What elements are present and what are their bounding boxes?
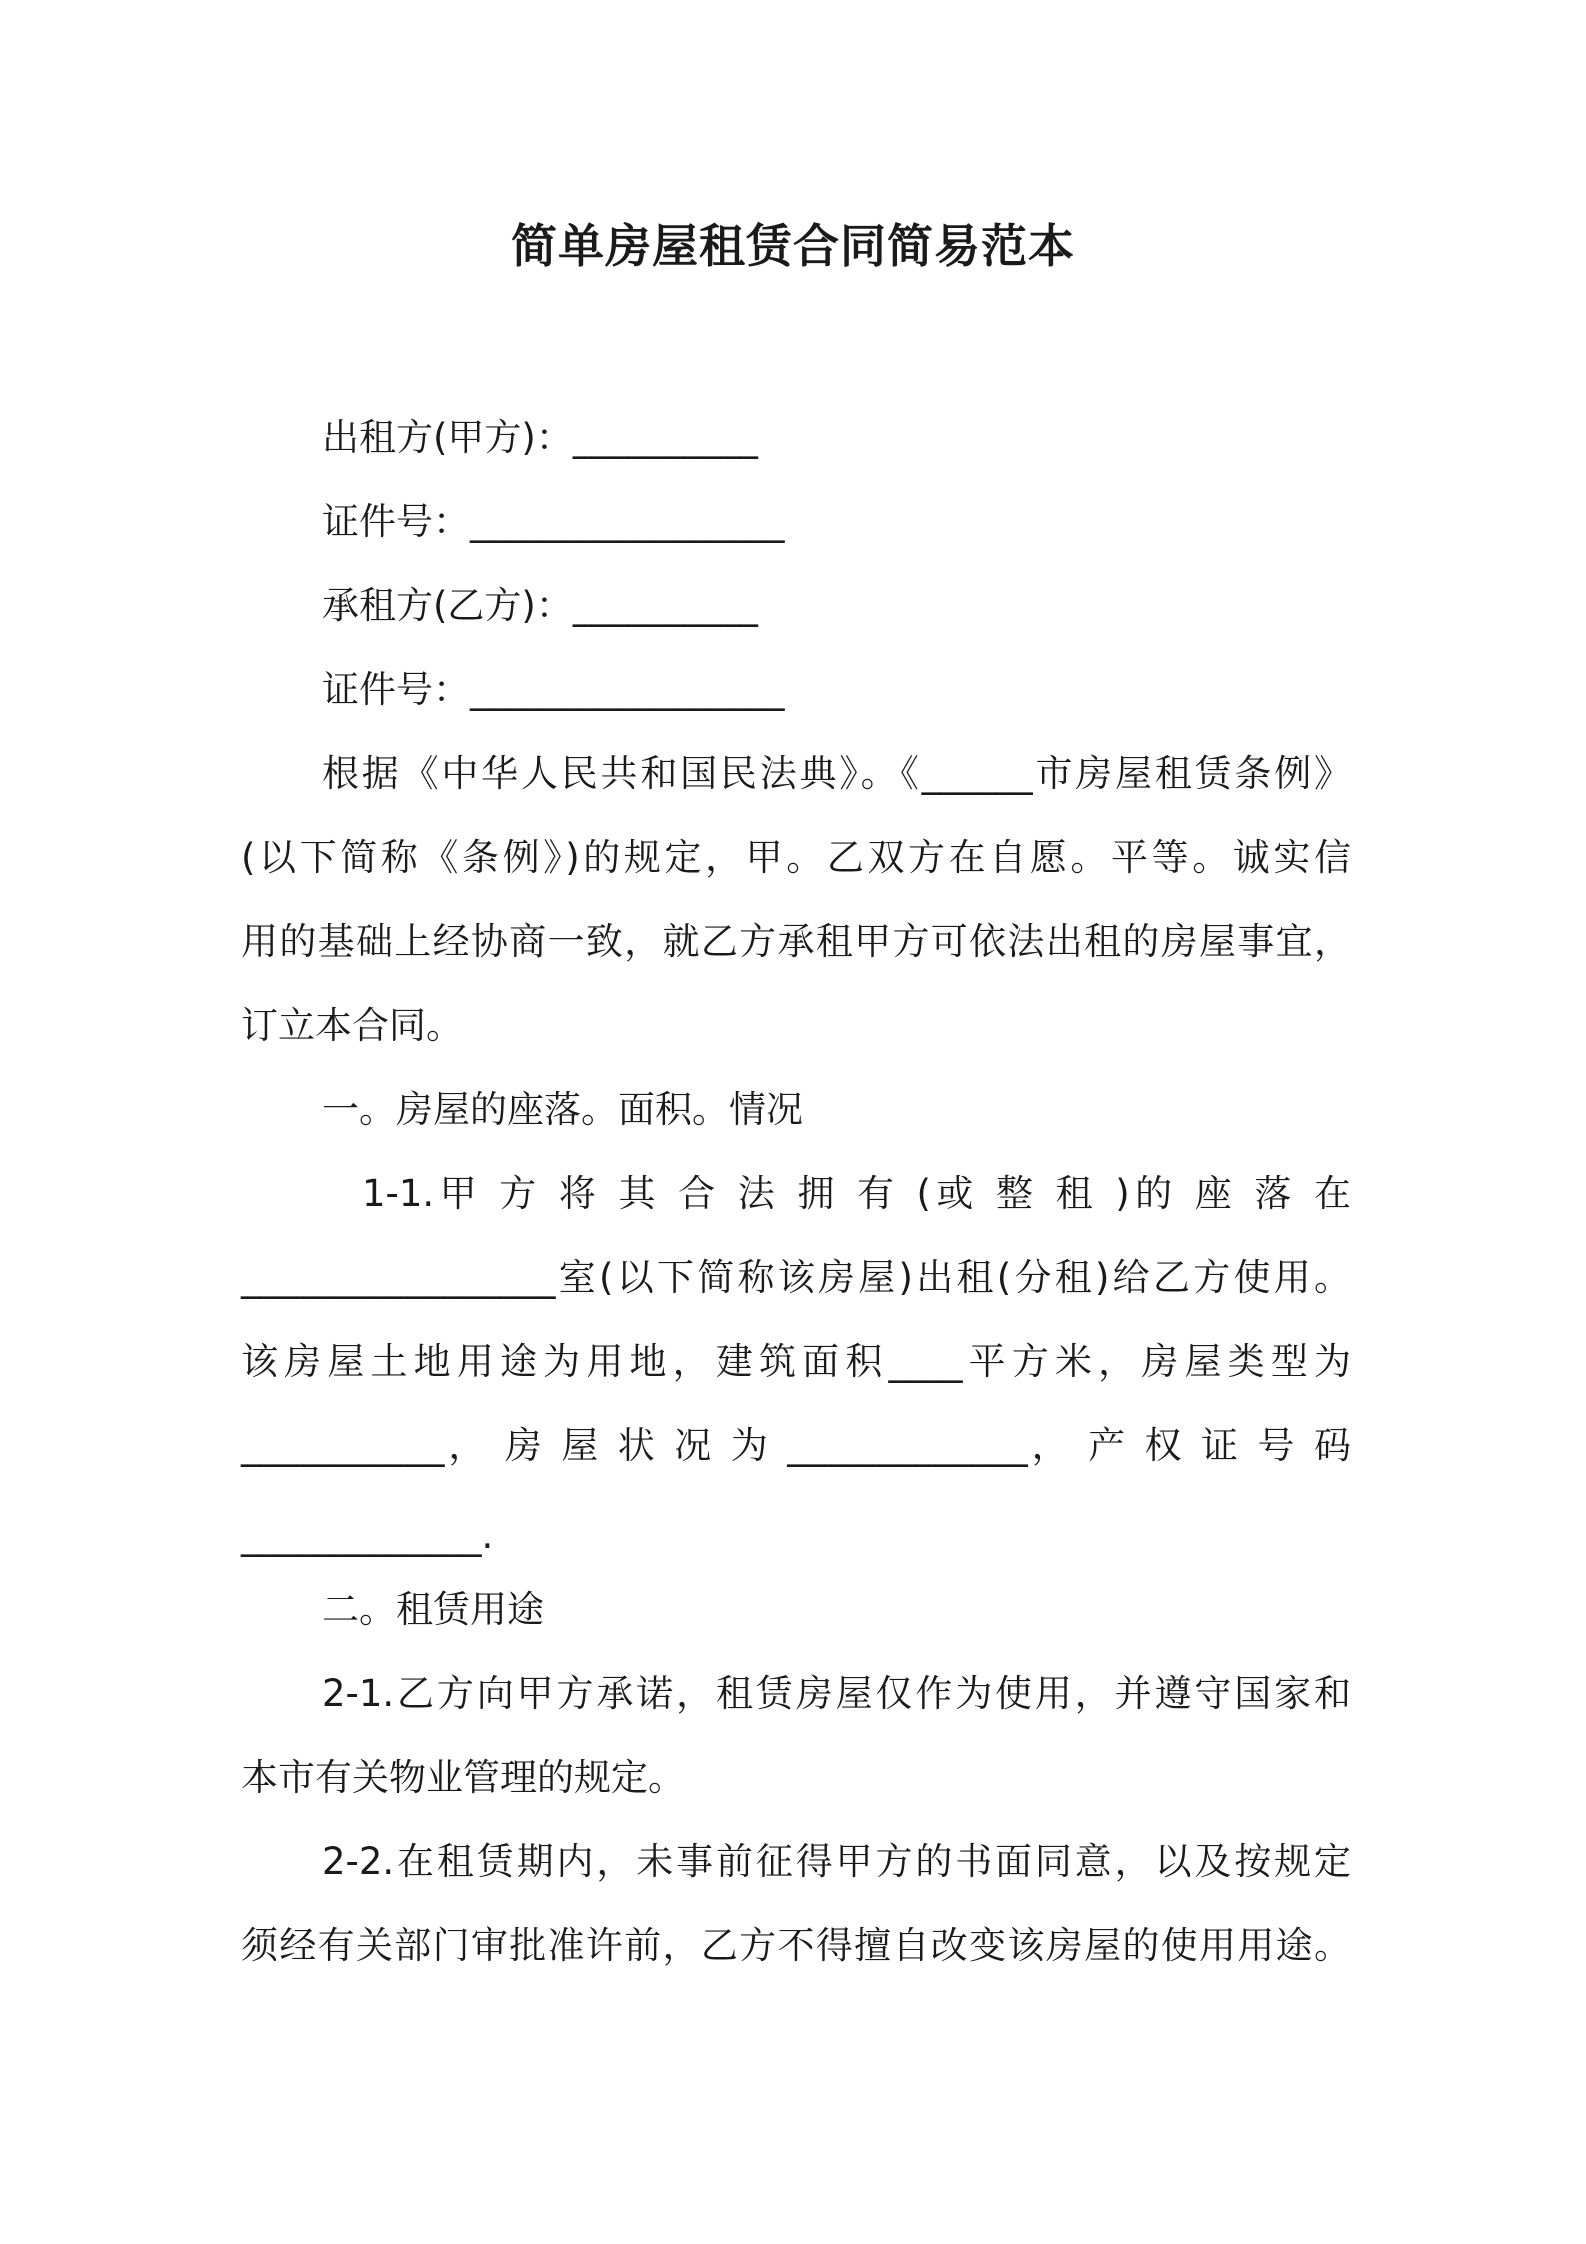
- clause-1-1-line: _________________室(以下简称该房屋)出租(分租)给乙方使用。: [241, 1256, 1351, 1299]
- lessor-line: 出租方(甲方)：__________: [322, 416, 758, 459]
- clause-2-2-line: 须经有关部门审批准许前，乙方不得擅自改变该房屋的使用用途。: [241, 1924, 1351, 1967]
- clause-1-1-line: ___________， 房 屋 状 况 为 _____________， 产 权 证 号 码: [241, 1424, 1351, 1467]
- clause-1-1-line: _____________.: [241, 1514, 494, 1557]
- section-2-heading: 二。租赁用途: [322, 1588, 544, 1631]
- preamble-line: (以下简称《条例》)的规定，甲。乙双方在自愿。平等。诚实信: [241, 836, 1351, 879]
- preamble-line: 根据《中华人民共和国民法典》。《______市房屋租赁条例》: [322, 752, 1351, 795]
- lessor-id-line: 证件号：_________________: [322, 500, 785, 543]
- clause-2-2-line: 2-2.在租赁期内，未事前征得甲方的书面同意，以及按规定: [322, 1840, 1351, 1883]
- document-title: 简单房屋租赁合同简易范本: [511, 219, 1075, 273]
- lessee-line: 承租方(乙方)：__________: [322, 584, 758, 627]
- clause-2-1-line: 2-1.乙方向甲方承诺，租赁房屋仅作为使用，并遵守国家和: [322, 1672, 1351, 1715]
- section-1-heading: 一。房屋的座落。面积。情况: [322, 1088, 803, 1131]
- clause-2-1-line: 本市有关物业管理的规定。: [241, 1756, 685, 1799]
- clause-1-1-line: 1-1.甲 方 将 其 合 法 拥 有 (或 整 租 )的 座 落 在: [362, 1172, 1351, 1215]
- preamble-line: 订立本合同。: [241, 1004, 463, 1047]
- preamble-line: 用的基础上经协商一致，就乙方承租甲方可依法出租的房屋事宜，: [241, 920, 1351, 963]
- lessee-id-line: 证件号：_________________: [322, 668, 785, 711]
- clause-1-1-line: 该房屋土地用途为用地，建筑面积____平方米，房屋类型为: [241, 1340, 1351, 1383]
